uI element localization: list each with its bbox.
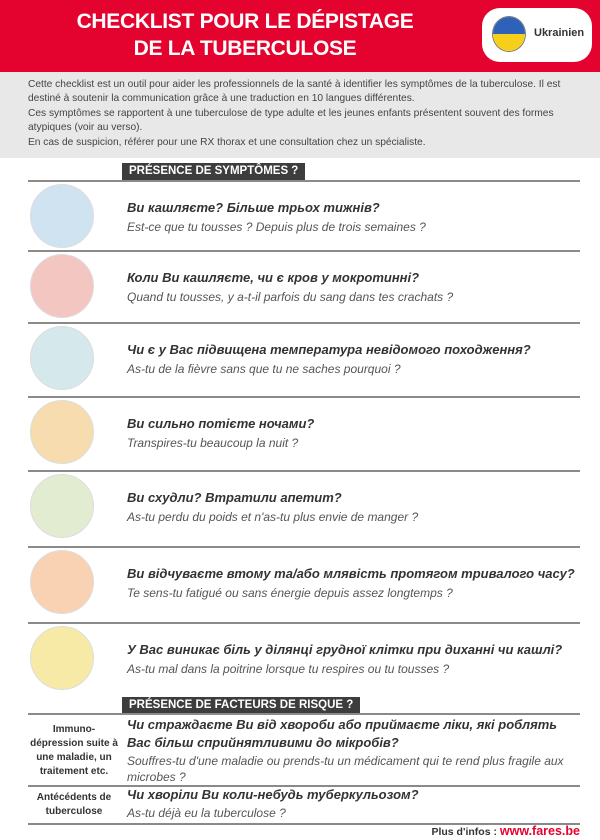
question-french: As-tu de la fièvre sans que tu ne saches pourquoi ? [127,362,401,376]
question-ukrainian: Ви відчуваєте втому та/або млявість протягом тривалого часу? [127,566,575,581]
title-line-2: DE LA TUBERCULOSE [133,37,357,60]
symptoms-section-title: PRÉSENCE DE SYMPTÔMES ? [122,163,305,180]
intro-text [0,72,600,158]
risk-label: Antécédents de tuberculose [36,792,112,817]
symptom-illustration-icon [30,400,94,464]
divider [28,470,580,472]
symptom-illustration-icon [30,474,94,538]
divider [28,622,580,624]
question-ukrainian: Чи хворіли Ви коли-небудь туберкульозом? [127,787,419,802]
intro-paragraph: Ces symptômes se rapportent à une tuberculose de type adulte et les jeunes enfants présentent souvent des formes atypiques (voir au verso). [28,107,554,134]
symptom-illustration-icon [30,326,94,390]
language-badge [482,8,592,62]
page-title [40,8,450,62]
divider [28,322,580,324]
intro-paragraph: En cas de suspicion, référer pour une RX thorax et une consultation chez un spécialiste. [28,136,426,148]
divider [28,396,580,398]
question-french: Souffres-tu d'une maladie ou prends-tu un médicament qui te rend plus fragile aux microbes ? [127,754,564,784]
question-french: As-tu perdu du poids et n'as-tu plus envie de manger ? [127,510,419,524]
question-french: Te sens-tu fatigué ou sans énergie depuis assez longtemps ? [127,586,453,600]
intro-paragraph: Cette checklist est un outil pour aider les professionnels de la santé à identifier les symptômes de la tuberculose. Il est destiné à soutenir la communication grâce à une traduction en 10 langues différentes. [28,79,561,105]
question-ukrainian: Ви сильно потієте ночами? [127,416,315,431]
question-french: As-tu mal dans la poitrine lorsque tu respires ou tu tousses ? [127,662,450,676]
title-line-1: CHECKLIST POUR LE DÉPISTAGE [76,10,414,33]
question-french: Est-ce que tu tousses ? Depuis plus de trois semaines ? [127,220,426,234]
question-french: Quand tu tousses, y a-t-il parfois du sang dans tes crachats ? [127,290,454,304]
question-ukrainian: Чи є у Вас підвищена температура невідомого походження? [127,342,531,357]
question-ukrainian: Ви кашляєте? Більше трьох тижнів? [127,200,380,215]
language-label: Ukrainien [534,27,585,39]
question-ukrainian: Чи страждаєте Ви від хвороби або приймаєте ліки, які роблять Вас більш сприйнятливими до мікробів? [127,717,558,750]
symptom-illustration-icon [30,626,94,690]
question-french: Transpires-tu beaucoup la nuit ? [127,436,299,450]
question-ukrainian: Коли Ви кашляєте, чи є кров у мокротинні? [127,270,420,285]
symptom-illustration-icon [30,550,94,614]
risk-label: Immuno-dépression suite à une maladie, un traitement etc. [30,724,118,777]
symptom-illustration-icon [30,254,94,318]
risk-section-title: PRÉSENCE DE FACTEURS DE RISQUE ? [122,697,360,714]
divider [28,250,580,252]
divider [28,546,580,548]
question-ukrainian: У Вас виникає біль у ділянці грудної клітки при диханні чи кашлі? [127,642,563,657]
divider [28,713,580,715]
footer-link[interactable]: www.fares.be [499,824,580,838]
question-french: As-tu déjà eu la tuberculose ? [127,806,286,820]
question-ukrainian: Ви схудли? Втратили апетит? [127,490,342,505]
ukraine-flag-icon [492,16,526,52]
footer [431,824,580,838]
symptom-illustration-icon [30,184,94,248]
footer-label: Plus d'infos : [431,826,500,838]
divider [28,180,580,182]
header-banner [0,0,600,72]
